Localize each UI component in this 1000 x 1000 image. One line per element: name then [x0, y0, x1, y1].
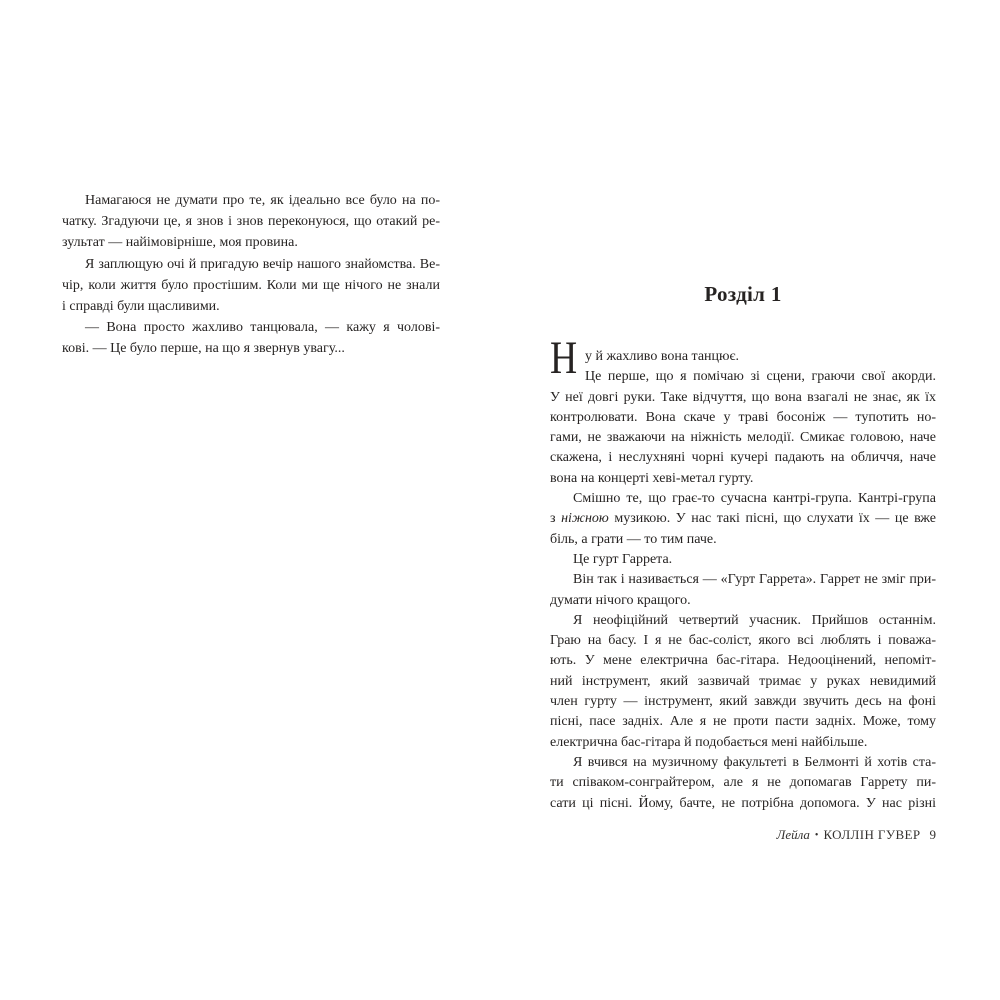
italic-text: ніжною — [561, 511, 609, 527]
text-line — [550, 469, 936, 489]
text-line — [550, 388, 936, 408]
text-segment: зультат — найімовірніше, моя провина. — [62, 235, 298, 251]
text-segment: вона на концерті хеві-метал гурту. — [550, 470, 754, 486]
text-segment: Намагаюся не думати про те, як ідеально все було на по- — [85, 193, 440, 208]
text-line — [62, 338, 440, 359]
text-segment: Граю на басу. І я не бас-соліст, якого всі люблять і поважа- — [550, 633, 936, 649]
text-segment: ти співаком-сонграйтером, але я не допомагав Гаррету пи- — [550, 775, 936, 791]
text-line — [550, 530, 936, 550]
footer-separator-dot: • — [814, 830, 819, 841]
running-footer — [777, 827, 936, 843]
text-segment: Він так і називається — «Гурт Гаррета». Гаррет не зміг при- — [573, 572, 936, 588]
footer-book-title: Лейла — [776, 827, 810, 842]
text-line — [550, 712, 936, 732]
text-line — [550, 631, 936, 651]
footer-page-number: 9 — [929, 827, 936, 842]
text-segment: ний інструмент, який зазвичай тримає у руках невидимий — [550, 673, 936, 689]
text-segment: Це гурт Гаррета. — [573, 551, 673, 567]
text-line — [550, 550, 936, 570]
text-line — [550, 489, 936, 509]
text-line — [550, 753, 936, 773]
text-segment: музикою. У нас такі пісні, що слухати їх — це вже — [608, 511, 936, 527]
text-segment: Смішно те, що грає-то сучасна кантрі-група. Кантрі-група — [573, 491, 936, 507]
text-line — [550, 448, 936, 468]
text-segment: Я заплющую очі й пригадую вечір нашого знайомства. Ве- — [85, 256, 440, 272]
text-line — [550, 428, 936, 448]
text-line — [550, 651, 936, 671]
text-segment: член гурту — інструмент, який завжди звучить десь на фоні — [550, 694, 936, 710]
right-page — [550, 283, 936, 814]
text-line — [550, 611, 936, 631]
right-page-text — [550, 332, 936, 814]
text-line — [550, 672, 936, 692]
text-segment: контролювати. Вона скаче у траві босоніж — тупотить но- — [550, 409, 936, 425]
text-line — [62, 317, 440, 338]
text-segment: і справді були щасливими. — [62, 298, 220, 314]
text-segment: ють. У мене електрична бас-гітара. Недооцінений, непоміт- — [550, 653, 936, 669]
text-line — [62, 190, 440, 211]
footer-author: КОЛЛІН ГУВЕР — [823, 827, 921, 842]
text-line — [62, 254, 440, 275]
text-line — [550, 692, 936, 712]
drop-cap-letter: Н — [550, 332, 578, 384]
text-segment: думати нічого кращого. — [550, 592, 691, 608]
text-segment: чатку. Згадуючи це, я знов і знов переконуюся, що отакий ре- — [62, 214, 440, 230]
text-segment: Я вчився на музичному факультеті в Белмонті й хотів ста- — [573, 754, 936, 770]
text-line — [550, 794, 936, 814]
text-segment: кові. — Це було перше, на що я звернув увагу... — [62, 341, 345, 357]
text-line — [585, 367, 936, 387]
text-segment: У неї довгі руки. Таке відчуття, що вона взагалі не знає, як їх — [550, 389, 936, 405]
text-segment: скажена, і неслухняні чорні кучері падають на обличчя, наче — [550, 450, 936, 466]
text-line — [550, 408, 936, 428]
text-segment: у й жахливо вона танцює. — [584, 349, 740, 364]
text-line — [550, 591, 936, 611]
text-segment: пісні, пасе задніх. Але я не проти пасти задніх. Може, тому — [550, 714, 936, 730]
text-segment: гами, не зважаючи на ніжність мелодії. Смикає головою, наче — [550, 430, 936, 446]
text-line — [62, 275, 440, 296]
text-line — [550, 570, 936, 590]
text-segment: — Вона просто жахливо танцювала, — кажу я чолові- — [85, 320, 440, 336]
text-segment: сати ці пісні. Йому, бачте, не потрібна допомога. У нас різні — [550, 795, 936, 811]
text-segment: Це перше, що я помічаю зі сцени, граючи свої акорди. — [584, 369, 936, 385]
text-line — [550, 509, 936, 529]
text-segment: електрична бас-гітара й подобається мені найбільше. — [550, 734, 868, 750]
text-line — [550, 773, 936, 793]
text-segment: з — [550, 511, 562, 527]
text-line — [62, 211, 440, 232]
text-segment: чір, коли життя було простішим. Коли ми ще нічого не знали — [62, 277, 440, 293]
text-line — [62, 232, 440, 253]
left-page-text — [62, 190, 440, 360]
text-line — [550, 733, 936, 753]
text-line — [62, 296, 440, 317]
text-segment: Я неофіційний четвертий учасник. Прийшов останнім. — [573, 612, 936, 628]
chapter-heading: Розділ 1 — [704, 282, 782, 306]
text-segment: біль, а грати — то тим паче. — [550, 531, 717, 547]
text-line — [585, 347, 936, 367]
